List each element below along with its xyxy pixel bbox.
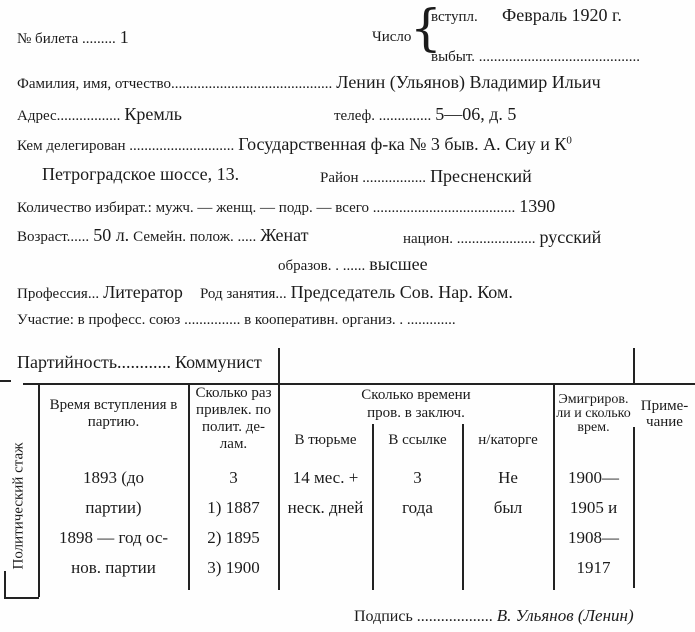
full-name-label: Фамилия, имя, отчество........................................... (17, 76, 333, 92)
party-value: Коммунист (175, 352, 262, 372)
table-bottomleft-hline (4, 597, 39, 599)
col-emigr-header: врем. (577, 420, 610, 435)
delegated-value: Государственная ф-ка № 3 быв. А. Сиу и К (238, 134, 567, 154)
group-header: пров. в заключ. (367, 405, 465, 421)
prison-cell-line: 14 мес. + (292, 468, 359, 487)
date-joined-value: Февраль 1920 г. (502, 5, 622, 25)
party-label: Партийность............ (17, 352, 172, 372)
table-top-border (23, 383, 695, 385)
date-left-label: выбыт. ........................................... (431, 49, 641, 65)
district-value: Пресненский (430, 166, 532, 186)
table-bottomleft-vline (4, 571, 6, 598)
col-note-header: чание (646, 414, 683, 430)
ticket-number-label: № билета ......... (17, 31, 116, 47)
col-join-header: партию. (87, 414, 140, 430)
sub-header-prison: В тюрьме (294, 432, 357, 448)
participation-line: Участие: в професс. союз ............... в кооперативн. организ. . ............. (17, 312, 456, 328)
exile-cell-line: 3 (413, 468, 422, 487)
prison-cell-line: неск. дней (287, 498, 364, 517)
emigr-cell-line: 1917 (576, 558, 611, 577)
electors-value: 1390 (519, 196, 556, 216)
street-value: Петроградское шоссе, 13. (42, 164, 240, 184)
electors-label: Количество избират.: мужч. — женщ. — подр. — всего ...................................... (17, 200, 516, 216)
signature-value: В. Ульянов (Ленин) (496, 606, 634, 625)
address-label: Адрес................. (17, 108, 121, 124)
education-line (278, 254, 428, 275)
age-family-line (17, 225, 309, 246)
family-status-value: Женат (260, 225, 309, 245)
phone-label: телеф. .............. (334, 108, 432, 124)
col-emigr-header: ли и сколько (556, 406, 631, 421)
table-topleft-dash (0, 380, 11, 382)
opening-brace-icon: { (410, 0, 442, 57)
phone-value: 5—06, д. 5 (435, 104, 517, 124)
katorga-cell-line: Не (498, 468, 518, 487)
nationality-line (403, 227, 601, 248)
date-label: Число (372, 29, 412, 45)
sub-header-exile: В ссылке (388, 432, 447, 448)
district-label: Район ................. (320, 170, 427, 186)
party-line (17, 352, 262, 373)
profession-value: Литератор (103, 282, 183, 302)
emigr-cell-line: 1908— (568, 528, 619, 547)
profession-label: Профессия... (17, 286, 100, 302)
full-name-value: Ленин (Ульянов) Владимир Ильич (336, 72, 601, 92)
table-vline-emigr (633, 427, 635, 588)
col-arrests-header: Сколько раз (195, 385, 272, 401)
family-status-label: Семейн. полож. ..... (133, 229, 257, 245)
arrests-cell-line: 2) 1895 (207, 528, 260, 547)
delegated-label: Кем делегирован ............................ (17, 138, 235, 154)
age-label: Возраст...... (17, 229, 90, 245)
col-arrests-header: полит. де- (201, 419, 266, 435)
table-side-header: Политический стаж (10, 442, 27, 570)
district-line (320, 166, 532, 187)
signature-label: Подпись ................... (354, 608, 493, 625)
address-line (17, 104, 182, 125)
delegated-line (17, 134, 572, 155)
arrests-cell-line: 1) 1887 (207, 498, 260, 517)
exile-cell-line: года (402, 498, 433, 517)
occupation-label: Род занятия... (199, 286, 287, 302)
phone-line (334, 104, 516, 125)
col-note-header: Приме- (640, 398, 689, 414)
full-name-line (17, 72, 601, 93)
delegated-superscript: 0 (566, 134, 572, 147)
education-label: образов. . ...... (278, 258, 366, 274)
age-value: 50 л. (93, 225, 130, 245)
emigr-cell-line: 1905 и (569, 498, 618, 517)
col-join-header: Время вступления в (49, 397, 178, 413)
ticket-number-value: 1 (119, 27, 129, 47)
arrests-cell-line: 3) 1900 (207, 558, 260, 577)
address-value: Кремль (124, 104, 182, 124)
join-cell-line: нов. партии (71, 558, 156, 577)
col-arrests-header: лам. (219, 436, 248, 452)
katorga-cell-line: был (493, 498, 523, 517)
join-cell-line: 1898 — год ос- (58, 528, 169, 547)
nationality-label: национ. ..................... (403, 231, 536, 247)
sub-header-katorga: н/каторге (478, 432, 538, 448)
col-emigr-header: Эмигриров. (558, 392, 629, 407)
join-cell-line: партии) (85, 498, 142, 517)
group-header: Сколько времени (361, 387, 471, 403)
occupation-value: Председатель Сов. Нар. Ком. (290, 282, 513, 302)
signature-line (354, 606, 634, 626)
ticket-number-line (17, 27, 129, 48)
date-joined-label: вступл. (431, 9, 478, 25)
education-value: высшее (369, 254, 428, 274)
emigr-cell-line: 1900— (568, 468, 619, 487)
col-arrests-header: привлек. по (196, 402, 271, 418)
table-vline-emigr-top (633, 348, 635, 383)
electors-line (17, 196, 555, 217)
nationality-value: русский (539, 227, 602, 247)
profession-line (17, 282, 513, 303)
join-cell-line: 1893 (до (82, 468, 145, 487)
arrests-cell-line: 3 (229, 468, 238, 487)
